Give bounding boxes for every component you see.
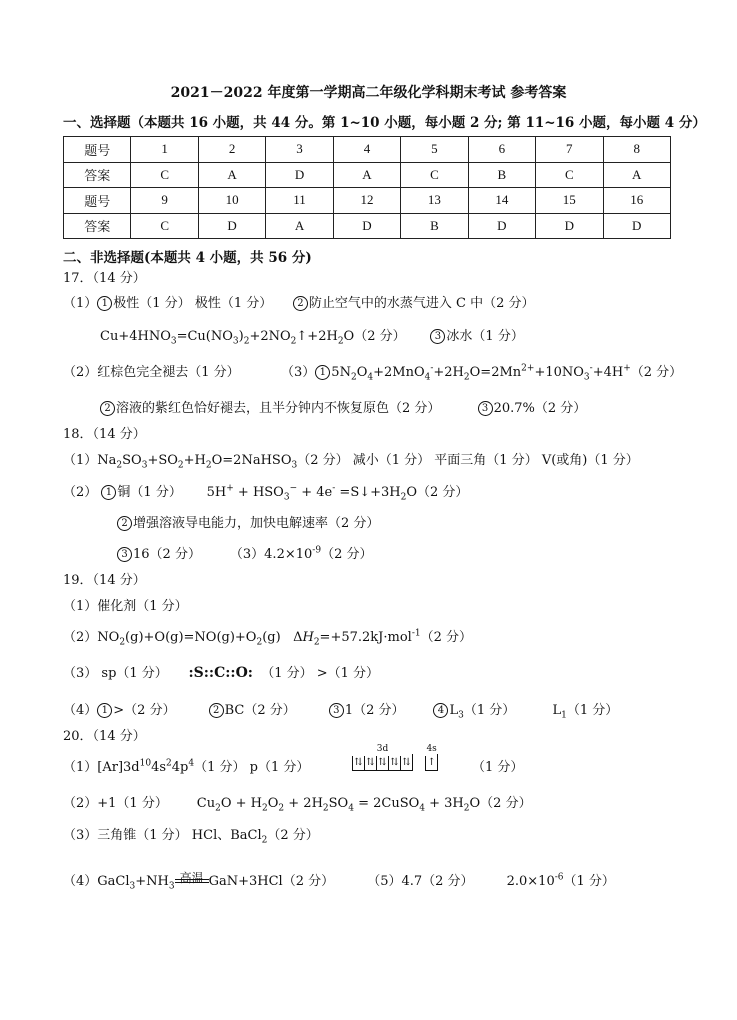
orbital-4s-box: ↑	[425, 754, 438, 771]
symbol: $L_3$	[449, 703, 464, 721]
answer-text: （2 分）	[267, 828, 319, 843]
q19-line4	[63, 699, 619, 721]
q18-line4	[117, 543, 372, 562]
q17-line2	[100, 325, 524, 347]
q19-line2: $(2)NO_2(g)+O(g)=NO(g)+O_2(g)$ $\Delta H_2=+57.2kJ\cdot mol^{-1}(2$ 分）	[63, 628, 473, 648]
page-title: 2021－2022 年度第一学期高二年级化学科期末考试 参考答案	[170, 85, 567, 101]
q18-heading: 18．（14 分）	[63, 427, 146, 442]
part-label: （4）	[63, 703, 98, 718]
table-cell: D	[198, 213, 265, 239]
answer-text: 20.7%（2 分）	[493, 401, 587, 416]
table-cell: C	[401, 162, 468, 188]
condition-label: 高温	[179, 871, 204, 885]
q20-line2	[63, 792, 532, 814]
equation: $Cu_2O + H_2O_2 + 2H_2SO_4$ = 2CuSO$_4$ + $3H_2O$	[196, 796, 481, 814]
q20-line1: $(1)[Ar]3d^{10}4s^24p^4(1$ 分） p（1 分）	[63, 758, 310, 775]
answer-text: （1 分）	[563, 874, 615, 889]
table-cell: B	[401, 213, 468, 239]
table-cell: A	[333, 162, 400, 188]
answer-text: （2 分）	[630, 365, 683, 380]
answer-text: 铜（1 分）	[117, 485, 182, 500]
circled-three-icon: 3	[329, 703, 344, 718]
table-cell: 10	[198, 188, 265, 214]
answer-text: （4）GaCl	[63, 874, 130, 889]
orbital-3d-boxes: ⇅ ⇅ ⇅ ⇅ ⇅	[352, 754, 413, 771]
answer-text: （2 分）	[480, 796, 532, 811]
table-cell: 15	[536, 188, 603, 214]
circled-four-icon: 4	[433, 703, 448, 718]
answer-text: （3）三角锥（1 分） HCl、BaCl	[63, 828, 262, 843]
equation: $5H^+ + HSO_3^- + 4e^-$ $=S↓+3H_2O$	[206, 483, 418, 503]
table-cell: 13	[401, 188, 468, 214]
part-label: （2）	[63, 485, 98, 500]
answer-text: 16（2 分）	[133, 547, 201, 562]
q20-line1-score: （1 分）	[472, 760, 524, 775]
answer-text: （1）[Ar]3d	[63, 760, 140, 775]
answer-text: （3）4.2×10	[229, 547, 313, 562]
q17-heading: 17．（14 分）	[63, 271, 146, 286]
table-cell: D	[468, 213, 535, 239]
answer-text: 溶液的紫红色恰好褪去，且半分钟内不恢复原色（2 分）	[116, 401, 441, 416]
answer-text: （5）4.7（2 分）	[367, 874, 474, 889]
equation: $Cu+4HNO_3=Cu(NO_3)_2+2NO_2↑+2H_2O$	[100, 329, 355, 347]
answer-text: GaN+3HCl（2 分）	[208, 874, 335, 889]
section2-heading: 二、非选择题(本题共 4 小题，共 56 分)	[63, 250, 312, 266]
table-cell: C	[131, 213, 198, 239]
row-label: 题号	[64, 137, 131, 163]
part-label: （1）	[63, 296, 98, 311]
circled-three-icon: 3	[478, 401, 493, 416]
answer-text: （2）红棕色完全褪去（1 分）	[63, 365, 240, 380]
equation: $_2(g)+O(g)=NO(g)+O_2(g)$ $\Delta H_2=+57.2$	[119, 630, 371, 648]
answer-text: （1 分）	[463, 703, 516, 718]
table-cell: A	[198, 162, 265, 188]
table-cell: 7	[536, 137, 603, 163]
circled-three-icon: 3	[117, 547, 132, 562]
table-row	[64, 213, 671, 239]
answer-text: （1 分）	[566, 703, 619, 718]
answer-text: 1（2 分）	[344, 703, 405, 718]
q18-line1	[63, 449, 639, 471]
circled-one-icon: 1	[101, 485, 116, 500]
answer-text: 极性（1 分） 极性（1 分）	[113, 296, 273, 311]
q20-heading: 20．（14 分）	[63, 729, 146, 744]
q19-heading: 19．（14 分）	[63, 573, 146, 588]
table-cell: 9	[131, 188, 198, 214]
answer-text: 增强溶液导电能力，加快电解速率（2 分）	[133, 516, 380, 531]
table-row	[64, 137, 671, 163]
orbital-label-4s: 4s	[426, 744, 437, 754]
table-row	[64, 162, 671, 188]
answer-text: 2.0×10	[506, 874, 555, 889]
answer-text: BC（2 分）	[224, 703, 296, 718]
table-cell: B	[468, 162, 535, 188]
q18-line3	[117, 512, 379, 531]
exponent: -6	[554, 872, 564, 883]
table-cell: D	[536, 213, 603, 239]
circled-two-icon: 2	[209, 703, 224, 718]
answer-text: （2）+1（1 分）	[63, 796, 168, 811]
answer-table	[63, 136, 671, 239]
table-cell: 8	[603, 137, 671, 163]
orbital-label-3d: 3d	[376, 744, 389, 754]
answer-text: 防止空气中的水蒸气进入 C 中（2 分）	[308, 296, 535, 311]
answer-text: （1 分） >（1 分）	[261, 666, 380, 681]
q17-line4	[100, 397, 586, 416]
table-cell: 6	[468, 137, 535, 163]
table-cell: A	[266, 213, 333, 239]
answer-text: （3） sp（1 分）	[63, 666, 168, 681]
answer-text: （2 分）	[420, 630, 473, 645]
row-label: 答案	[64, 213, 131, 239]
answer-text: （2）NO	[63, 630, 120, 645]
circled-one-icon: 1	[97, 703, 112, 718]
table-cell: 12	[333, 188, 400, 214]
circled-three-icon: 3	[430, 329, 445, 344]
table-cell: 2	[198, 137, 265, 163]
answer-text: （2 分）	[321, 547, 373, 562]
table-cell: C	[536, 162, 603, 188]
table-cell: A	[603, 162, 671, 188]
orbital-diagram	[352, 744, 438, 771]
row-label: 答案	[64, 162, 131, 188]
section1-heading: 一、选择题（本题共 16 小题，共 44 分。第 1~10 小题，每小题 2 分; 第 11~16 小题，每小题 4 分）	[63, 115, 706, 131]
answer-text: （2 分）	[354, 329, 406, 344]
part-label: （3）	[281, 365, 316, 380]
table-cell: 14	[468, 188, 535, 214]
table-cell: D	[333, 213, 400, 239]
q18-line2	[63, 481, 469, 503]
answer-text: （2 分） 减小（1 分） 平面三角（1 分） V(或角)（1 分）	[297, 453, 639, 468]
circled-one-icon: 1	[97, 296, 112, 311]
q20-line4: $(4)GaCl_3+NH_3$ 高温 GaN+3HCl（2 分） （5）4.7（2 分） $2.0\times 10^{-6}(1$ 分）	[63, 871, 615, 892]
circled-one-icon: 1	[315, 365, 330, 380]
table-cell: 3	[266, 137, 333, 163]
table-cell: 4	[333, 137, 400, 163]
q19-line3	[63, 662, 379, 681]
table-cell: D	[603, 213, 671, 239]
row-label: 题号	[64, 188, 131, 214]
table-cell: 5	[401, 137, 468, 163]
answer-text: （2 分）	[417, 485, 469, 500]
table-cell: 11	[266, 188, 333, 214]
answer-text: （1 分） p（1 分）	[194, 760, 310, 775]
table-cell: D	[266, 162, 333, 188]
equation: $(1)Na_2SO_3+SO_2+H_2O=2NaHSO_3$	[63, 453, 298, 471]
circled-two-icon: 2	[117, 516, 132, 531]
answer-text: 冰水（1 分）	[446, 329, 524, 344]
table-cell: 1	[131, 137, 198, 163]
equation: $5N_2O_4+2MnO_4^-+2H_2O=2Mn^{2+}+10NO_3^-+4H^+$	[331, 363, 631, 383]
answer-text: >（2 分）	[113, 703, 176, 718]
q17-line3	[63, 361, 683, 383]
exponent: -9	[312, 545, 322, 556]
electron-dot-structure: :S::C::O:	[188, 665, 253, 681]
q20-line3: （3）三角锥（1 分） HCl、BaCl$_2$（2 分）	[63, 828, 319, 846]
table-cell: C	[131, 162, 198, 188]
q17-line1	[63, 292, 535, 311]
circled-two-icon: 2	[100, 401, 115, 416]
table-cell: 16	[603, 188, 671, 214]
circled-two-icon: 2	[293, 296, 308, 311]
q19-line1: （1）催化剂（1 分）	[63, 599, 188, 614]
table-row	[64, 188, 671, 214]
symbol: $L_1$	[552, 703, 567, 721]
unit-text: kJ·mol	[370, 630, 412, 645]
